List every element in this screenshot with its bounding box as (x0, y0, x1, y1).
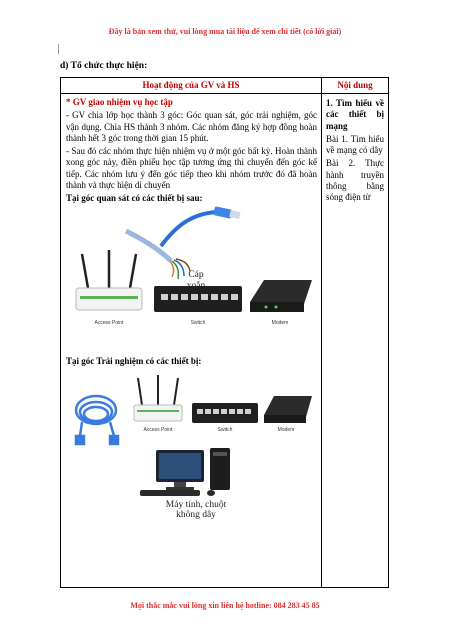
table-body-row (61, 94, 389, 588)
switch-image-2 (192, 403, 258, 433)
content-title: 1. Tìm hiểu về các thiết bị mạng (326, 98, 384, 131)
coiled-cable-image (76, 396, 118, 444)
experience-corner-figure (66, 370, 317, 522)
cable-caption-line-2: xoắn (186, 281, 206, 292)
hotline-banner: Mọi thắc mắc vui lòng xin liên hệ hotline: 084 283 45 85 (130, 601, 320, 610)
cable-caption-line-1: Cáp (188, 270, 204, 281)
experience-corner-heading: Tại góc Trải nghiệm có các thiết bị: (66, 356, 202, 367)
paragraph-groups: - GV chia lớp học thành 3 góc: Góc quan sát, góc trải nghiệm, góc vận dụng. Chia HS thành 3 nhóm. Các nhóm đăng ký hợp đồng hoàn thành hết 3 góc trong thời gian 15 phút. (66, 110, 317, 143)
access-point-image-2 (134, 375, 182, 433)
preview-banner: Đây là bản xem thử, vui lòng mua tài liệu để xem chi tiết (có lời giải) (108, 27, 342, 36)
computer-caption-line-1: Máy tính, chuột (165, 499, 227, 510)
activity-table (60, 77, 389, 588)
computer-caption-line-2: không dây (176, 510, 216, 521)
computer-caption (136, 500, 256, 522)
cable-caption (166, 270, 226, 292)
access-point-image (76, 250, 142, 326)
computer-image (140, 448, 230, 496)
column-header-activities: Hoạt động của GV và HS (61, 78, 322, 94)
modem-label: Modem (271, 320, 289, 327)
content-cell (322, 94, 389, 588)
activities-cell (61, 94, 322, 588)
modem-image (250, 280, 312, 326)
lesson-2: Bài 2. Thực hành truyền thông bằng sóng điện từ (326, 158, 384, 202)
paragraph-rotation: - Sau đó các nhóm thực hiện nhiệm vụ ở một góc bất kỳ. Hoàn thành xong góc này, điền phiếu học tập tương ứng thì chuyển đến góc kế tiếp. Các nhóm lưu ý đến góc tiếp theo khi nhóm trước đó đã hoàn thành và thực hiện di chuyển (66, 146, 317, 190)
modem-image-2 (264, 396, 312, 433)
section-heading: d) Tổ chức thực hiện: (60, 61, 148, 71)
column-header-content: Nội dung (322, 78, 389, 94)
access-point-label-2: Access Point (143, 426, 173, 433)
observe-corner-figure (66, 206, 317, 356)
switch-label-2: Switch (217, 426, 233, 433)
switch-image (154, 286, 242, 326)
modem-label-2: Modem (277, 426, 295, 433)
table-header-row (61, 78, 389, 94)
patch-cable-image (161, 206, 241, 246)
task-title: * GV giao nhiệm vụ học tập (66, 97, 173, 107)
lesson-1: Bài 1. Tìm hiểu về mạng có dây (326, 133, 384, 155)
switch-label: Switch (190, 320, 206, 327)
access-point-label: Access Point (94, 320, 124, 327)
observe-corner-heading: Tại góc quan sát có các thiết bị sau: (66, 193, 203, 203)
text-cursor-mark (58, 44, 59, 54)
